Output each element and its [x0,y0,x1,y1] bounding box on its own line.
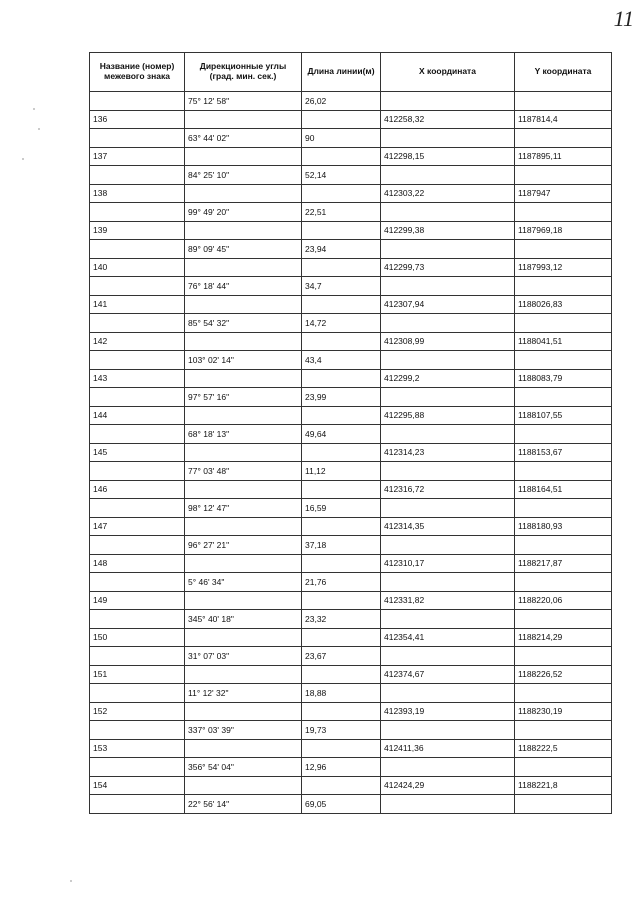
scan-speck [22,158,24,160]
cell-line-length: 14,72 [302,314,381,333]
cell-marker-name: 153 [90,739,185,758]
cell-empty [90,536,185,555]
table-row-segment [90,314,612,333]
cell-x-coordinate: 412354,41 [381,628,515,647]
cell-marker-name: 146 [90,480,185,499]
cell-direction-angle: 85° 54' 32" [185,314,302,333]
cell-line-length: 49,64 [302,425,381,444]
cell-marker-name: 143 [90,369,185,388]
cell-direction-angle: 337° 03' 39" [185,721,302,740]
cell-empty [90,129,185,148]
table-row-point [90,517,612,536]
table-row-point [90,332,612,351]
cell-empty [90,388,185,407]
cell-empty [185,591,302,610]
table-row-point [90,554,612,573]
cell-empty [515,499,612,518]
cell-x-coordinate: 412303,22 [381,184,515,203]
cell-y-coordinate: 1188026,83 [515,295,612,314]
cell-empty [185,554,302,573]
table-row-point [90,406,612,425]
cell-x-coordinate: 412314,35 [381,517,515,536]
cell-y-coordinate: 1188041,51 [515,332,612,351]
header-direction-angle: Дирекционные углы (град. мин. сек.) [185,53,302,92]
page-number-mark: 11 [613,6,634,31]
cell-empty [302,591,381,610]
cell-empty [185,443,302,462]
cell-direction-angle: 89° 09' 45" [185,240,302,259]
table-row-segment [90,758,612,777]
cell-line-length: 26,02 [302,92,381,111]
cell-line-length: 90 [302,129,381,148]
cell-line-length: 23,67 [302,647,381,666]
cell-empty [381,351,515,370]
cell-empty [185,776,302,795]
cell-empty [381,499,515,518]
cell-direction-angle: 77° 03' 48" [185,462,302,481]
table-row-point [90,110,612,129]
cell-x-coordinate: 412308,99 [381,332,515,351]
table-row-segment [90,499,612,518]
cell-empty [381,314,515,333]
cell-empty [90,92,185,111]
cell-x-coordinate: 412299,2 [381,369,515,388]
table-row-segment [90,388,612,407]
cell-x-coordinate: 412424,29 [381,776,515,795]
cell-empty [302,517,381,536]
cell-empty [515,647,612,666]
cell-empty [302,295,381,314]
cell-empty [302,258,381,277]
cell-empty [302,554,381,573]
header-x-coordinate: X координата [381,53,515,92]
cell-empty [185,739,302,758]
cell-empty [185,258,302,277]
cell-x-coordinate: 412393,19 [381,702,515,721]
cell-line-length: 16,59 [302,499,381,518]
cell-marker-name: 142 [90,332,185,351]
cell-direction-angle: 63° 44' 02" [185,129,302,148]
cell-empty [90,314,185,333]
cell-empty [515,92,612,111]
cell-direction-angle: 97° 57' 16" [185,388,302,407]
cell-empty [381,573,515,592]
cell-empty [90,166,185,185]
cell-y-coordinate: 1188220,06 [515,591,612,610]
table-row-point [90,628,612,647]
cell-empty [90,684,185,703]
table-body [90,92,612,814]
cell-marker-name: 144 [90,406,185,425]
cell-line-length: 21,76 [302,573,381,592]
table-row-segment [90,203,612,222]
header-marker-name: Название (номер) межевого знака [90,53,185,92]
cell-line-length: 34,7 [302,277,381,296]
table-row-point [90,702,612,721]
cell-empty [90,203,185,222]
table-row-point [90,480,612,499]
cell-direction-angle: 68° 18' 13" [185,425,302,444]
cell-empty [302,665,381,684]
cell-empty [381,277,515,296]
cell-empty [381,203,515,222]
cell-empty [515,203,612,222]
cell-x-coordinate: 412299,73 [381,258,515,277]
cell-empty [515,388,612,407]
header-line-length: Длина линии(м) [302,53,381,92]
cell-y-coordinate: 1187993,12 [515,258,612,277]
cell-empty [381,462,515,481]
cell-empty [90,277,185,296]
cell-y-coordinate: 1187895,11 [515,147,612,166]
cell-marker-name: 138 [90,184,185,203]
header-y-coordinate: Y координата [515,53,612,92]
cell-direction-angle: 5° 46' 34" [185,573,302,592]
cell-empty [381,166,515,185]
cell-y-coordinate: 1188226,52 [515,665,612,684]
cell-empty [185,702,302,721]
cell-empty [302,702,381,721]
cell-empty [515,425,612,444]
cell-x-coordinate: 412331,82 [381,591,515,610]
cell-x-coordinate: 412310,17 [381,554,515,573]
cell-line-length: 18,88 [302,684,381,703]
cell-line-length: 22,51 [302,203,381,222]
cell-y-coordinate: 1188221,8 [515,776,612,795]
cell-empty [515,314,612,333]
cell-marker-name: 148 [90,554,185,573]
cell-empty [90,610,185,629]
cell-marker-name: 136 [90,110,185,129]
cell-direction-angle: 76° 18' 44" [185,277,302,296]
cell-empty [515,573,612,592]
cell-empty [515,795,612,814]
cell-empty [381,425,515,444]
table-row-segment [90,277,612,296]
cell-empty [90,573,185,592]
cell-empty [185,369,302,388]
cell-empty [185,406,302,425]
cell-direction-angle: 31° 07' 03" [185,647,302,666]
cell-empty [302,184,381,203]
cell-x-coordinate: 412374,67 [381,665,515,684]
cell-empty [515,462,612,481]
table-row-segment [90,610,612,629]
cell-empty [185,480,302,499]
cell-direction-angle: 103° 02' 14" [185,351,302,370]
cell-x-coordinate: 412307,94 [381,295,515,314]
cell-empty [381,610,515,629]
cell-y-coordinate: 1188230,19 [515,702,612,721]
cell-empty [381,388,515,407]
table-row-point [90,221,612,240]
table-row-segment [90,721,612,740]
cell-marker-name: 147 [90,517,185,536]
cell-line-length: 69,05 [302,795,381,814]
cell-empty [90,462,185,481]
cell-empty [302,332,381,351]
cell-empty [515,758,612,777]
cell-empty [302,739,381,758]
cell-marker-name: 145 [90,443,185,462]
cell-direction-angle: 22° 56' 14" [185,795,302,814]
cell-marker-name: 154 [90,776,185,795]
cell-marker-name: 149 [90,591,185,610]
table-row-segment [90,536,612,555]
cell-direction-angle: 75° 12' 58" [185,92,302,111]
cell-empty [185,665,302,684]
table-row-point [90,369,612,388]
table-row-segment [90,573,612,592]
cell-empty [185,295,302,314]
cell-empty [185,110,302,129]
table-row-point [90,776,612,795]
cell-empty [381,129,515,148]
cell-y-coordinate: 1188107,55 [515,406,612,425]
cell-line-length: 12,96 [302,758,381,777]
cell-x-coordinate: 412258,32 [381,110,515,129]
cell-empty [185,221,302,240]
cell-empty [302,406,381,425]
cell-empty [381,536,515,555]
cell-y-coordinate: 1188180,93 [515,517,612,536]
table-row-point [90,258,612,277]
table-row-point [90,591,612,610]
table-row-point [90,147,612,166]
table-row-point [90,184,612,203]
cell-empty [302,443,381,462]
cell-empty [90,240,185,259]
cell-empty [302,628,381,647]
cell-line-length: 23,94 [302,240,381,259]
table-row-segment [90,240,612,259]
cell-y-coordinate: 1188214,29 [515,628,612,647]
scan-speck [38,128,40,130]
cell-empty [90,351,185,370]
cell-empty [381,721,515,740]
cell-empty [185,332,302,351]
cell-empty [515,166,612,185]
cell-marker-name: 139 [90,221,185,240]
cell-empty [515,610,612,629]
cell-empty [381,92,515,111]
cell-marker-name: 150 [90,628,185,647]
table-row-point [90,443,612,462]
cell-marker-name: 140 [90,258,185,277]
cell-y-coordinate: 1188083,79 [515,369,612,388]
cell-x-coordinate: 412316,72 [381,480,515,499]
cell-direction-angle: 96° 27' 21" [185,536,302,555]
cell-x-coordinate: 412314,23 [381,443,515,462]
cell-direction-angle: 345° 40' 18" [185,610,302,629]
cell-y-coordinate: 1187969,18 [515,221,612,240]
cell-empty [515,351,612,370]
cell-empty [185,147,302,166]
cell-direction-angle: 84° 25' 10" [185,166,302,185]
cell-empty [381,795,515,814]
cell-empty [515,536,612,555]
table-row-segment [90,129,612,148]
cell-empty [90,758,185,777]
cell-empty [90,499,185,518]
table-row-segment [90,92,612,111]
cell-y-coordinate: 1188217,87 [515,554,612,573]
cell-direction-angle: 11° 12' 32" [185,684,302,703]
cell-empty [302,480,381,499]
cell-direction-angle: 98° 12' 47" [185,499,302,518]
cell-empty [515,240,612,259]
cell-direction-angle: 99° 49' 20" [185,203,302,222]
cell-x-coordinate: 412299,38 [381,221,515,240]
table-row-segment [90,462,612,481]
cell-empty [381,240,515,259]
cell-x-coordinate: 412411,36 [381,739,515,758]
table-row-segment [90,684,612,703]
cell-empty [515,277,612,296]
cell-y-coordinate: 1188164,51 [515,480,612,499]
table-header-row [90,53,612,92]
cell-line-length: 43,4 [302,351,381,370]
cell-empty [302,110,381,129]
table-row-segment [90,425,612,444]
cell-marker-name: 141 [90,295,185,314]
cell-x-coordinate: 412295,88 [381,406,515,425]
cell-y-coordinate: 1187947 [515,184,612,203]
cell-direction-angle: 356° 54' 04" [185,758,302,777]
cell-empty [381,647,515,666]
table-row-segment [90,166,612,185]
cell-empty [90,647,185,666]
cell-empty [90,425,185,444]
cell-line-length: 23,32 [302,610,381,629]
cell-empty [515,721,612,740]
table-row-segment [90,647,612,666]
cell-empty [302,221,381,240]
cell-empty [381,758,515,777]
table-row-point [90,295,612,314]
table-row-point [90,665,612,684]
cell-y-coordinate: 1188153,67 [515,443,612,462]
cell-empty [185,517,302,536]
cell-empty [90,795,185,814]
scan-speck [33,108,35,110]
cell-line-length: 37,18 [302,536,381,555]
cell-line-length: 11,12 [302,462,381,481]
cell-empty [185,628,302,647]
cell-empty [302,369,381,388]
cell-line-length: 19,73 [302,721,381,740]
cell-y-coordinate: 1188222,5 [515,739,612,758]
cell-empty [302,776,381,795]
cell-empty [185,184,302,203]
cell-empty [515,684,612,703]
cell-empty [90,721,185,740]
scan-speck [70,880,72,882]
boundary-coordinates-table [89,52,612,814]
table-row-segment [90,795,612,814]
cell-marker-name: 151 [90,665,185,684]
cell-line-length: 52,14 [302,166,381,185]
cell-line-length: 23,99 [302,388,381,407]
cell-marker-name: 152 [90,702,185,721]
cell-empty [302,147,381,166]
table-row-point [90,739,612,758]
table-row-segment [90,351,612,370]
cell-x-coordinate: 412298,15 [381,147,515,166]
cell-empty [515,129,612,148]
cell-y-coordinate: 1187814,4 [515,110,612,129]
cell-marker-name: 137 [90,147,185,166]
cell-empty [381,684,515,703]
